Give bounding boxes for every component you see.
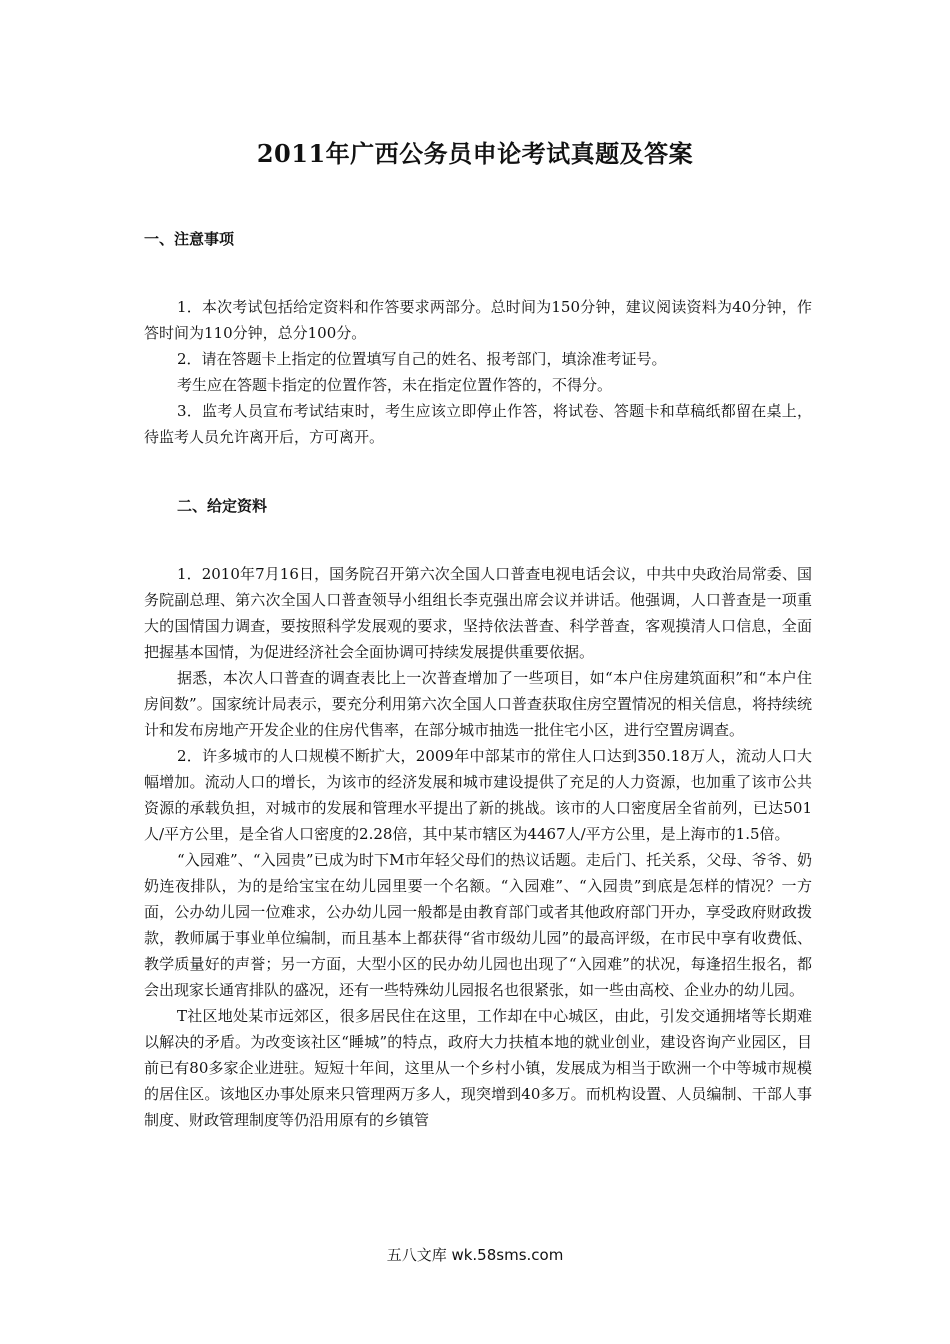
- footer-watermark: 五八文库 wk.58sms.com: [386, 1246, 564, 1264]
- notes-paragraph: 考生应在答题卡指定的位置作答，未在指定位置作答的，不得分。: [177, 376, 613, 394]
- page-title: 2011年广西公务员申论考试真题及答案: [256, 139, 694, 168]
- materials-paragraph: T社区地处某市远郊区，很多居民住在这里，工作却在中心城区，由此，引发交通拥堵等长期难以解决的矛盾。为改变该社区“睡城”的特点，政府大力扶植本地的就业创业，建设咨询产业园区，目前已有80多家企业进驻。短短十年间，这里从一个乡村小镇，发展成为相当于欧洲一个中等城市规模的居住区。该地区办事处原来只管理两万多人，现突增到40多万。而机构设置、人员编制、干部人事制度、财政管理制度等仍沿用原有的乡镇管: [144, 1007, 812, 1129]
- materials-paragraph: 据悉，本次人口普查的调查表比上一次普查增加了一些项目，如“本户住房建筑面积”和“本户住房间数”。国家统计局表示，要充分利用第六次全国人口普查获取住房空置情况的相关信息，将持续统计和发布房地产开发企业的住房代售率，在部分城市抽选一批住宅小区，进行空置房调查。: [144, 669, 812, 739]
- section-heading-notes: 一、注意事项: [144, 230, 235, 248]
- section-heading-materials: 二、给定资料: [177, 497, 268, 515]
- notes-paragraph: 3．监考人员宣布考试结束时，考生应该立即停止作答，将试卷、答题卡和草稿纸都留在桌上，待监考人员允许离开后，方可离开。: [144, 402, 812, 446]
- materials-paragraph: “入园难”、“入园贵”已成为时下M市年轻父母们的热议话题。走后门、托关系，父母、爷爷、奶奶连夜排队，为的是给宝宝在幼儿园里要一个名额。“入园难”、“入园贵”到底是怎样的情况？一方面，公办幼儿园一位难求，公办幼儿园一般都是由教育部门或者其他政府部门开办，享受政府财政拨款，教师属于事业单位编制，而且基本上都获得“省市级幼儿园”的最高评级，在市民中享有收费低、教学质量好的声誉；另一方面，大型小区的民办幼儿园也出现了“入园难”的状况，每逢招生报名，都会出现家长通宵排队的盛况，还有一些特殊幼儿园报名也很紧张，如一些由高校、企业办的幼儿园。: [144, 851, 812, 999]
- materials-paragraph: 2．许多城市的人口规模不断扩大，2009年中部某市的常住人口达到350.18万人，流动人口大幅增加。流动人口的增长，为该市的经济发展和城市建设提供了充足的人力资源，也加重了该市公共资源的承载负担，对城市的发展和管理水平提出了新的挑战。该市的人口密度居全省前列，已达501人/平方公里，是全省人口密度的2.28倍，其中某市辖区为4467人/平方公里，是上海市的1.5倍。: [144, 747, 812, 843]
- notes-section: [144, 294, 812, 450]
- notes-paragraph: 1．本次考试包括给定资料和作答要求两部分。总时间为150分钟，建议阅读资料为40分钟，作答时间为110分钟，总分100分。: [144, 298, 812, 342]
- materials-paragraph: 1．2010年7月16日，国务院召开第六次全国人口普查电视电话会议，中共中央政治局常委、国务院副总理、第六次全国人口普查领导小组组长李克强出席会议并讲话。他强调，人口普查是一项重大的国情国力调查，要按照科学发展观的要求，坚持依法普查、科学普查，客观摸清人口信息，全面把握基本国情，为促进经济社会全面协调可持续发展提供重要依据。: [144, 565, 812, 661]
- materials-section: [144, 561, 812, 1133]
- notes-paragraph: 2．请在答题卡上指定的位置填写自己的姓名、报考部门，填涂准考证号。: [177, 350, 667, 368]
